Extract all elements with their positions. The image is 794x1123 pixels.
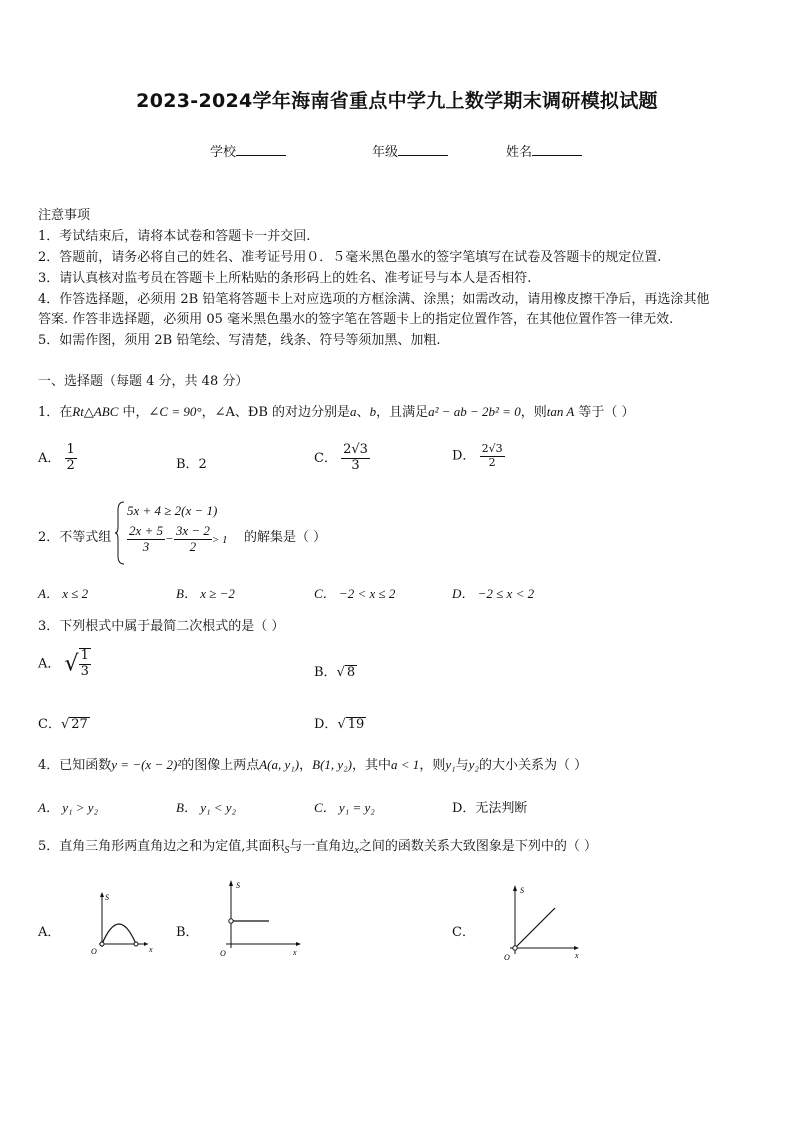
note-item: 2．答题前，请务必将自己的姓名、准考证号用０．５毫米黑色墨水的签字笔填写在试卷及答题卡的规定位置. [38,250,662,265]
axis-label-x: x [293,948,297,957]
q5-var-x: x [354,845,359,856]
axis-label-x: x [575,951,579,960]
y-arrow-icon [100,892,104,897]
q1-text: 中， [118,405,149,420]
q4-y1: y₁ [445,757,456,772]
option-label: D． [452,448,476,464]
denominator: 3 [351,457,360,473]
q4-text: 与 [455,758,469,773]
system-brace [114,500,126,566]
note-item: 1．考试结束后，请将本试卷和答题卡一并交回. [38,229,311,244]
q4-text: 4．已知函数 [38,758,112,773]
note-item: 5．如需作图，须用 2B 铅笔绘、写清楚，线条、符号等须加黑、加粗. [38,333,441,348]
q1-option-c[interactable] [314,443,370,474]
q1-text: ，且满足 [376,405,429,420]
numerator: 2√3 [343,442,368,457]
open-dot [100,942,104,946]
denominator: 3 [80,663,89,679]
radicand: 27 [71,717,88,732]
q2-option-d[interactable]: D． −2 ≤ x < 2 [452,586,535,601]
name-field[interactable] [506,141,582,160]
q4-option-b[interactable]: B． y₁ < y₂ [176,800,237,815]
question-3: 3．下列根式中属于最简二次根式的是（ ） [38,619,285,634]
q3-option-b[interactable] [314,661,357,680]
option-label: A． [38,656,61,672]
fraction [480,443,505,469]
grade-label: 年级 [372,145,399,160]
origin-label: O [504,953,510,962]
q1-option-b[interactable]: B．2 [176,457,207,472]
q2-option-b[interactable]: B． x ≥ −2 [176,586,235,601]
y-arrow-icon [513,885,517,891]
school-label: 学校 [210,145,237,160]
q1-number: 1．在 [38,405,73,420]
q3-option-c[interactable] [38,713,90,732]
numerator: 3x − 2 [175,523,210,538]
x-arrow-icon [296,942,301,946]
fraction [341,443,370,474]
denominator: 2 [66,457,75,473]
q4-option-a[interactable]: A． y₁ > y₂ [38,800,99,815]
q5-text: 5．直角三角形两直角边之和为定值,其面积 [38,839,285,854]
note-item: 4．作答选择题，必须用 2B 铅笔将答题卡上对应选项的方框涂满、涂黑；如需改动，请用橡皮擦干净后，再选涂其他 [38,292,710,307]
q4-option-c[interactable]: C． y₁ = y₂ [314,800,375,815]
name-blank[interactable] [532,142,582,156]
q1-option-a[interactable] [38,443,77,474]
q4-function: y = −(x − 2)² [111,757,182,772]
fraction [127,524,165,555]
radical-sign: √ [64,651,79,677]
q2-option-a[interactable]: A． x ≤ 2 [38,586,89,601]
section-heading: 一、选择题（每题 4 分，共 48 分） [38,374,249,389]
line-segment [515,908,555,948]
q3-option-a[interactable] [38,648,91,680]
open-dot [229,919,233,923]
grade-field[interactable] [372,141,448,160]
q1-var-b: b [369,404,377,419]
question-1 [38,401,635,420]
page-title: 2023-2024学年海南省重点中学九上数学期末调研模拟试题 [136,90,658,112]
q5-graph-b[interactable] [206,876,306,966]
fraction [79,648,91,680]
open-dot [134,942,138,946]
minus-sign: − [165,530,174,546]
q1-tan: tan A [546,404,575,419]
q5-option-c-label[interactable]: C． [452,925,475,940]
denominator: 2 [189,538,197,554]
q4-text: ，则 [419,758,446,773]
q5-option-a-label[interactable]: A． [38,925,61,940]
q1-text: 、 [356,405,370,420]
origin-label: O [220,949,226,958]
q2-number: 2．不等式组 [38,530,112,545]
axis-label-s: S [520,886,524,895]
numerator: 1 [66,442,75,457]
parabola-curve [102,924,136,944]
greater-than: > 1 [211,533,228,546]
q4-option-d[interactable]: D．无法判断 [452,801,528,816]
q2-inequality-1: 5x + 4 ≥ 2(x − 1) [127,503,218,518]
denominator: 2 [488,455,496,469]
q1-angle: ∠C = 90° [148,404,202,419]
q2-suffix: 的解集是（ ） [244,530,327,545]
x-arrow-icon [574,946,579,950]
q5-option-b-label[interactable]: B． [176,925,199,940]
origin-label: O [91,947,97,956]
denominator: 3 [142,538,150,554]
q4-point-a: A(a, y₁) [259,757,300,772]
school-field[interactable] [210,141,286,160]
q1-var-a: a [350,404,357,419]
school-blank[interactable] [236,142,286,156]
q4-point-b: B(1, y₂) [312,757,353,772]
notes-heading: 注意事项 [38,208,91,223]
x-arrow-icon [144,942,148,946]
question-5 [38,835,597,856]
q4-text: 的大小关系为（ ） [478,758,588,773]
option-label: D． [314,717,338,732]
radical-sign: √ [337,717,346,732]
q4-condition: a < 1 [391,757,420,772]
fraction [174,524,212,555]
q5-graph-c[interactable] [495,880,585,965]
numerator: 2√3 [481,442,503,455]
q1-text: 等于（ ） [574,405,635,420]
q5-graph-a[interactable] [86,888,156,958]
q2-inequality-2 [127,524,228,555]
q1-text: ，则 [520,405,547,420]
q4-text: 的图像上两点 [181,758,260,773]
note-item: 答案. 作答非选择题，必须用 05 毫米黑色墨水的签字笔在答题卡上的指定位置作答，在其他位置作答一律无效. [38,312,674,327]
axis-label-x: x [149,945,153,954]
q4-y2: y₂ [468,757,479,772]
option-label: A． [38,450,61,466]
name-label: 姓名 [506,145,533,160]
q3-option-d[interactable] [314,713,366,732]
radicand: 19 [347,717,365,732]
open-dot [513,946,517,950]
note-item: 3．请认真核对监考员在答题卡上所粘贴的条形码上的姓名、准考证号与本人是否相符. [38,271,532,286]
radical-sign: √ [336,665,345,680]
q4-text: ，其中 [352,758,392,773]
question-4 [38,754,587,773]
axis-label-s: S [105,893,109,902]
numerator: 2x + 5 [129,523,164,538]
q2-option-c[interactable]: C． −2 < x ≤ 2 [314,586,396,601]
radical-sign: √ [60,717,70,732]
fraction [65,443,77,474]
axis-label-s: S [236,881,240,890]
q5-var-s: S [284,845,290,856]
numerator: 1 [80,648,89,663]
q5-text: 与一直角边 [289,839,355,854]
q4-text: ， [299,758,313,773]
radicand: 8 [346,665,356,680]
option-label: B． [314,665,337,680]
y-arrow-icon [229,880,233,886]
q1-equation: a² − ab − 2b² = 0 [428,404,521,419]
q1-triangle: Rt△ABC [72,404,119,419]
option-label: C． [38,717,61,732]
q1-option-d[interactable] [452,443,505,469]
option-label: C． [314,450,337,466]
q1-text: ，∠A、ÐB 的对边分别是 [201,405,351,420]
q5-text: 之间的函数关系大致图象是下列中的（ ） [358,839,598,854]
grade-blank[interactable] [398,142,448,156]
